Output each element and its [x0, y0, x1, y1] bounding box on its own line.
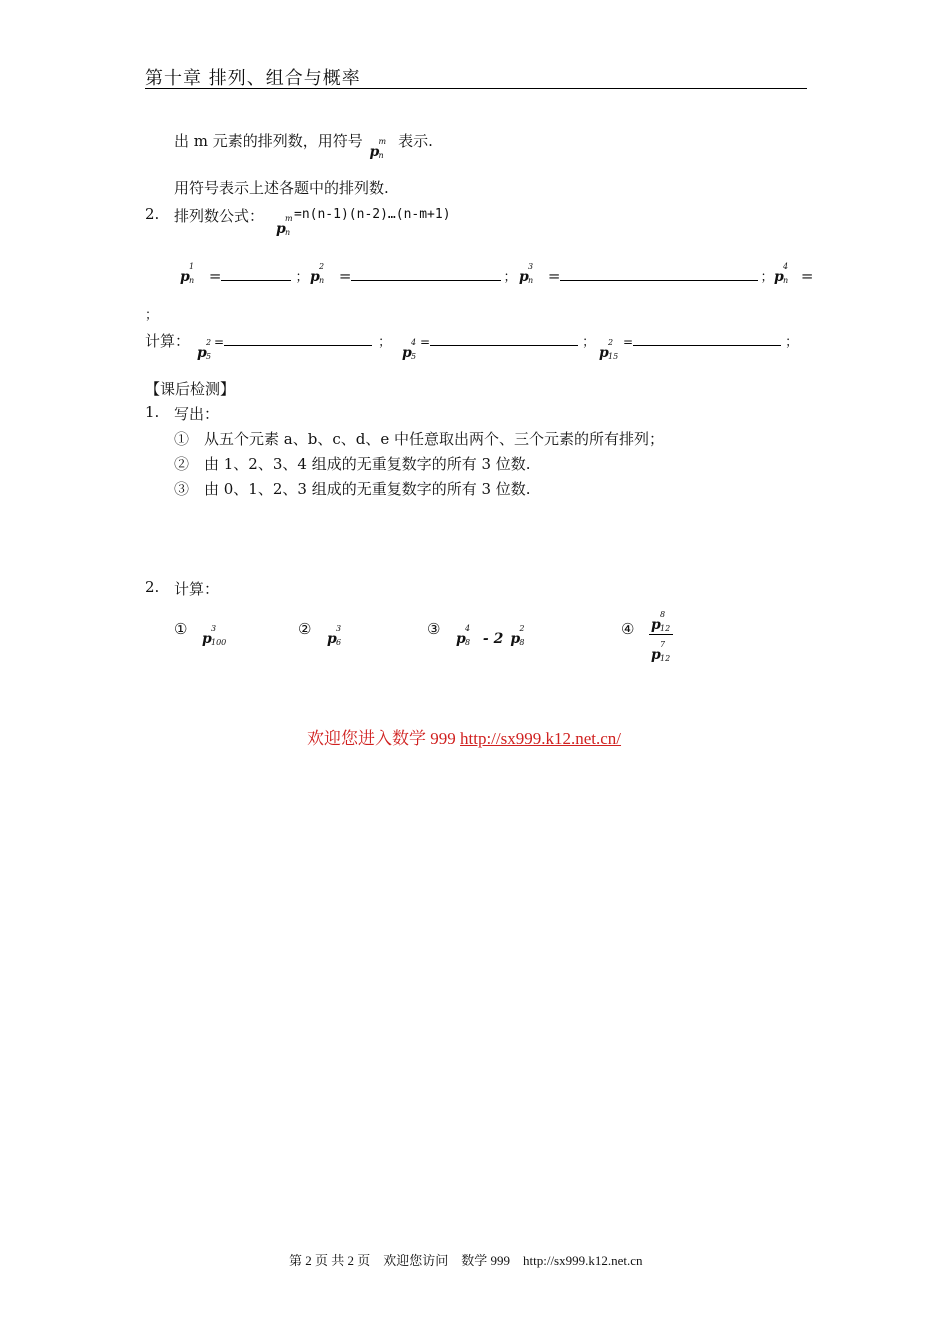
text-line-1-post: 表示.: [398, 132, 433, 150]
blank-pn2: p 2 n = ；: [310, 262, 517, 285]
formula-expression: =n(n-1)(n-2)…(n-m+1): [294, 207, 451, 222]
q2-number: 2.: [145, 578, 160, 596]
calc-label: 计算：: [145, 332, 191, 350]
answer-blank[interactable]: [221, 268, 291, 281]
q1-item: ② 由 1、2、3、4 组成的无重复数字的所有 3 位数.: [174, 455, 531, 473]
trailing-semicolon: ；: [145, 308, 159, 323]
calc-p54: [402, 338, 417, 361]
blank-pn1: p 1 n = ；: [180, 262, 309, 285]
formula-item-number: 2.: [145, 205, 160, 223]
symbol-p-8-4: p 4 8: [456, 624, 471, 647]
site-link[interactable]: http://sx999.k12.net.cn/: [460, 729, 622, 748]
q2-expr-1: [202, 624, 227, 647]
section-title: 【课后检测】: [145, 380, 236, 398]
page-footer: 第 2 页 共 2 页 欢迎您访问 数学 999 http://sx999.k12.net.cn: [289, 1253, 643, 1268]
symbol-p-12-8: p 8 12: [651, 610, 671, 633]
q2-marker-4: ④: [621, 620, 635, 638]
calc-p54-answer: = ；: [420, 335, 596, 350]
symbol-p-n-3: p 3 n: [519, 262, 534, 285]
calc-p52: [197, 338, 212, 361]
formula-label: 排列数公式：: [174, 207, 265, 225]
q2-expr-2: [327, 624, 342, 647]
symbol-p-5-4: p 4 5: [402, 338, 417, 361]
q1-label: 写出：: [174, 405, 220, 423]
chapter-title: 第十章 排列、组合与概率: [145, 68, 361, 89]
symbol-p-5-2: p 2 5: [197, 338, 212, 361]
q1-item: ① 从五个元素 a、b、c、d、e 中任意取出两个、三个元素的所有排列；: [174, 430, 664, 448]
formula-symbol: [276, 214, 293, 237]
answer-blank[interactable]: [633, 333, 781, 346]
q2-marker-2: ②: [298, 620, 312, 638]
symbol-p-12-7: p 7 12: [651, 640, 671, 663]
fraction-denominator: [651, 640, 671, 663]
answer-blank[interactable]: [224, 333, 372, 346]
q2-expr-3: p 4 8 - 2 p 2 8: [456, 624, 525, 647]
symbol-p-15-2: p 2 15: [599, 338, 619, 361]
answer-blank[interactable]: [430, 333, 578, 346]
blank-pn4: p 4 n =: [774, 262, 814, 285]
q2-label: 计算：: [174, 580, 220, 598]
calc-p152-answer: = ；: [623, 335, 799, 350]
text-line-2: 用符号表示上述各题中的排列数.: [174, 179, 389, 197]
q1-item: ③ 由 0、1、2、3 组成的无重复数字的所有 3 位数.: [174, 480, 531, 498]
q1-number: 1.: [145, 403, 160, 421]
fraction-bar: [649, 634, 673, 635]
symbol-p-n-4: p 4 n: [774, 262, 789, 285]
symbol-p-8-2: p 2 8: [510, 624, 525, 647]
welcome-banner: [307, 724, 621, 749]
q2-marker-1: ①: [174, 620, 188, 638]
text-line-1-pre: 出 m 元素的排列数，用符号: [174, 132, 363, 150]
answer-blank[interactable]: [560, 268, 758, 281]
text-line-1: [174, 130, 433, 160]
header-divider: [145, 88, 807, 89]
calc-p52-answer: = ；: [214, 335, 392, 350]
symbol-p-n-m: p m n: [369, 137, 387, 160]
blank-pn3: p 3 n = ；: [519, 262, 774, 285]
symbol-p-n-2: p 2 n: [310, 262, 325, 285]
fraction-numerator: [651, 610, 671, 633]
answer-blank[interactable]: [351, 268, 501, 281]
symbol-p-n-m-formula: p m n: [276, 214, 293, 237]
calc-p152: [599, 338, 619, 361]
symbol-p-6-3: p 3 6: [327, 624, 342, 647]
welcome-text: 欢迎您进入数学 999: [307, 729, 460, 748]
symbol-p-n-1: p 1 n: [180, 262, 195, 285]
symbol-p-100-3: p 3 100: [202, 624, 227, 647]
q2-marker-3: ③: [427, 620, 441, 638]
